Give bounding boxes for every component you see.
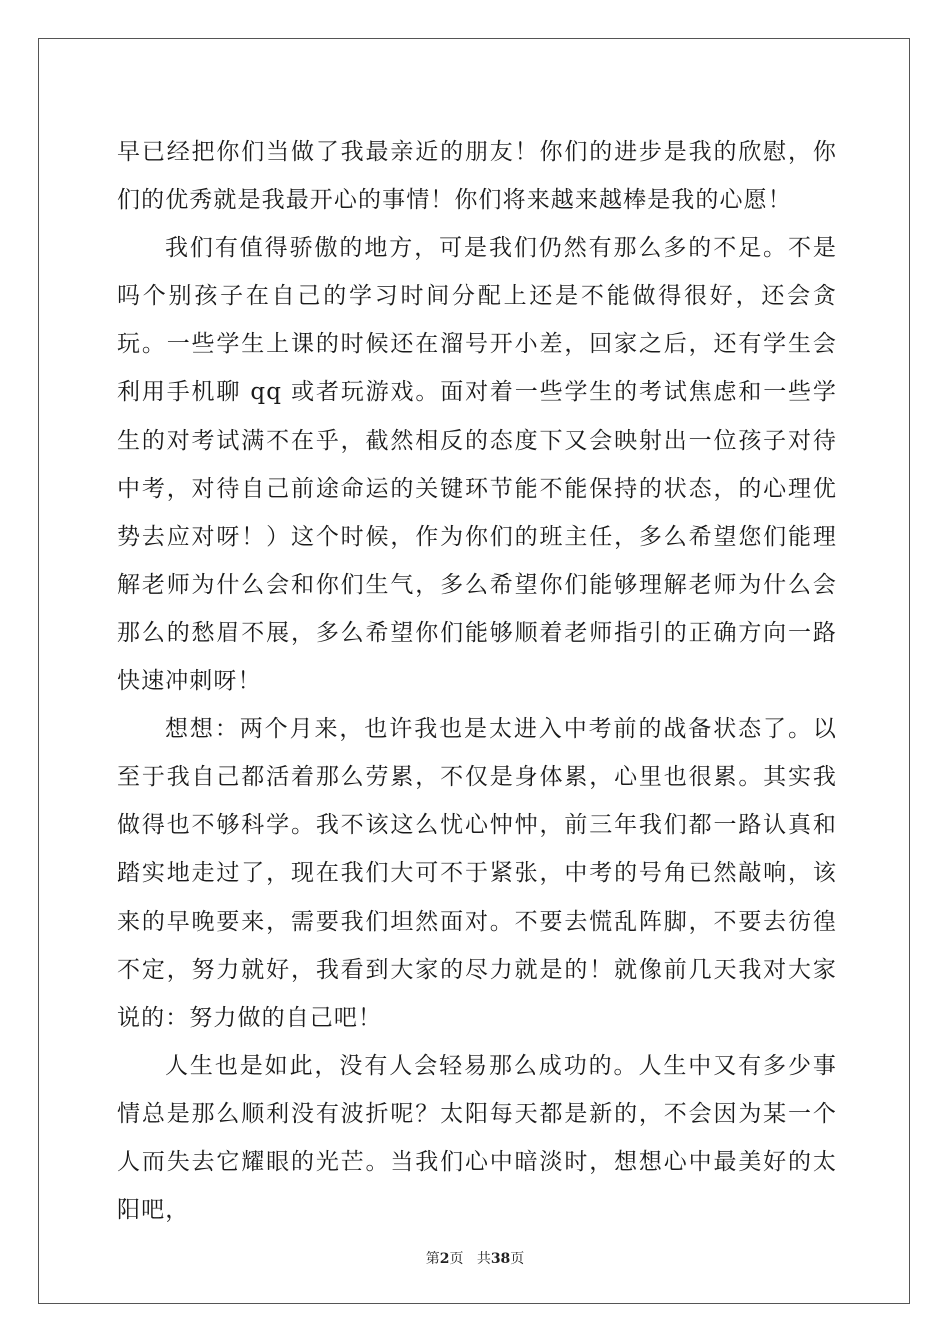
paragraph-1: 早已经把你们当做了我最亲近的朋友！你们的进步是我的欣慰，你们的优秀就是我最开心的事情！你们将来越来越棒是我的心愿！ (117, 139, 837, 214)
paragraph-2: 我们有值得骄傲的地方，可是我们仍然有那么多的不足。不是吗个别孩子在自己的学习时间分配上还是不能做得很好，还会贪玩。一些学生上课的时候还在溜号开小差，回家之后，还有学生会利用手机聊 qq 或者玩游戏。面对着一些学生的考试焦虑和一些学生的对考试满不在乎，截然相反的态度下又会映射出一位孩子对待中考，对待自己前途命运的关键环节能不能保持的状态，的心理优势去应对呀！）这个时候，作为你们的班主任，多么希望您们能理解老师为什么会和你们生气，多么希望你们能够理解老师为什么会那么的愁眉不展，多么希望你们能够顺着老师指引的正确方向一路快速冲刺呀！ (117, 235, 837, 695)
page-footer (0, 1248, 950, 1268)
page-suffix: 页 (449, 1251, 464, 1267)
paragraph-3: 想想：两个月来，也许我也是太进入中考前的战备状态了。以至于我自己都活着那么劳累，不仅是身体累，心里也很累。其实我做得也不够科学。我不该这么忧心忡忡，前三年我们都一路认真和踏实地走过了，现在我们大可不于紧张，中考的号角已然敲响，该来的早晚要来，需要我们坦然面对。不要去慌乱阵脚，不要去彷徨不定，努力就好，我看到大家的尽力就是的！就像前几天我对大家说的：努力做的自己吧！ (117, 716, 837, 1031)
page-prefix: 第 (425, 1251, 440, 1267)
total-suffix: 页 (510, 1251, 525, 1267)
page-number: 2 (439, 1251, 450, 1267)
document-body (117, 128, 837, 1234)
total-prefix: 共 (476, 1251, 491, 1267)
total-pages: 38 (490, 1251, 511, 1267)
paragraph-4: 人生也是如此，没有人会轻易那么成功的。人生中又有多少事情总是那么顺利没有波折呢？太阳每天都是新的，不会因为某一个人而失去它耀眼的光芒。当我们心中暗淡时，想想心中最美好的太阳吧， (117, 1052, 837, 1224)
